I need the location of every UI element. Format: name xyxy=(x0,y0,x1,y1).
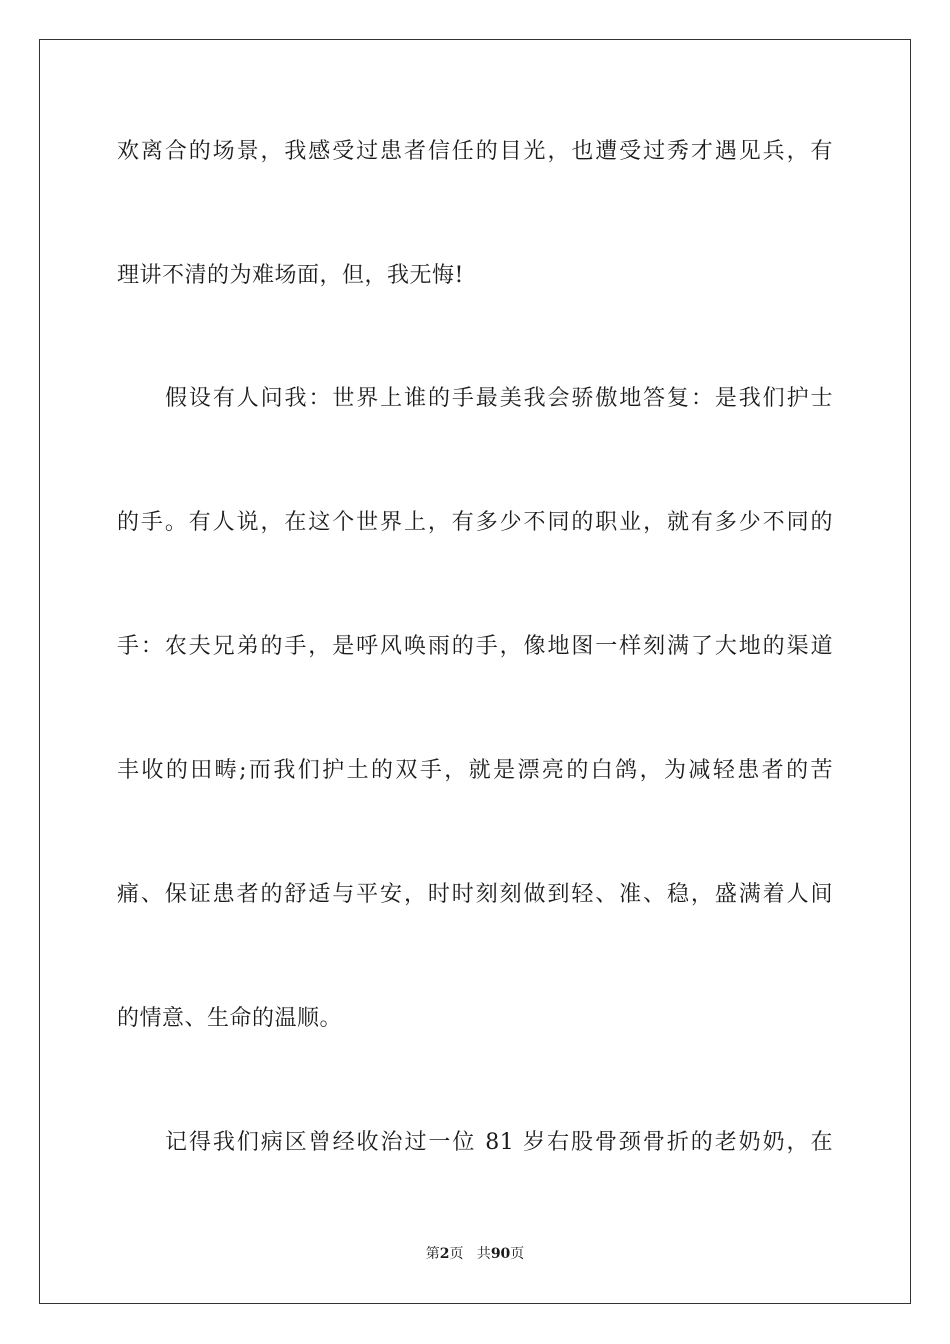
paragraph-line: 痛、保证患者的舒适与平安，时时刻刻做到轻、准、稳，盛满着人间 xyxy=(117,882,833,907)
paragraph-line: 丰收的田畴;而我们护土的双手，就是漂亮的白鸽，为减轻患者的苦 xyxy=(117,758,833,783)
footer-page-prefix: 第 xyxy=(425,1246,440,1262)
paragraph-line: 的情意、生命的温顺。 xyxy=(117,1006,343,1031)
footer-total-suffix: 页 xyxy=(510,1246,525,1262)
paragraph-line: 记得我们病区曾经收治过一位 81 岁右股骨颈骨折的老奶奶，在 xyxy=(165,1130,833,1155)
paragraph-line: 欢离合的场景，我感受过患者信任的目光，也遭受过秀才遇见兵，有 xyxy=(117,139,833,164)
paragraph-line: 假设有人问我：世界上谁的手最美我会骄傲地答复：是我们护士 xyxy=(165,386,833,411)
page-frame xyxy=(39,39,911,1304)
paragraph-line: 理讲不清的为难场面，但，我无悔! xyxy=(117,263,464,288)
footer-page-suffix: 页 xyxy=(449,1246,464,1262)
footer-page-number: 2 xyxy=(439,1246,450,1262)
page-footer xyxy=(0,1245,950,1263)
paragraph-line: 的手。有人说，在这个世界上，有多少不同的职业，就有多少不同的 xyxy=(117,510,833,535)
paragraph-line: 手：农夫兄弟的手，是呼风唤雨的手，像地图一样刻满了大地的渠道 xyxy=(117,634,833,659)
footer-total-prefix: 共 xyxy=(476,1246,491,1262)
footer-total-pages: 90 xyxy=(490,1246,511,1262)
